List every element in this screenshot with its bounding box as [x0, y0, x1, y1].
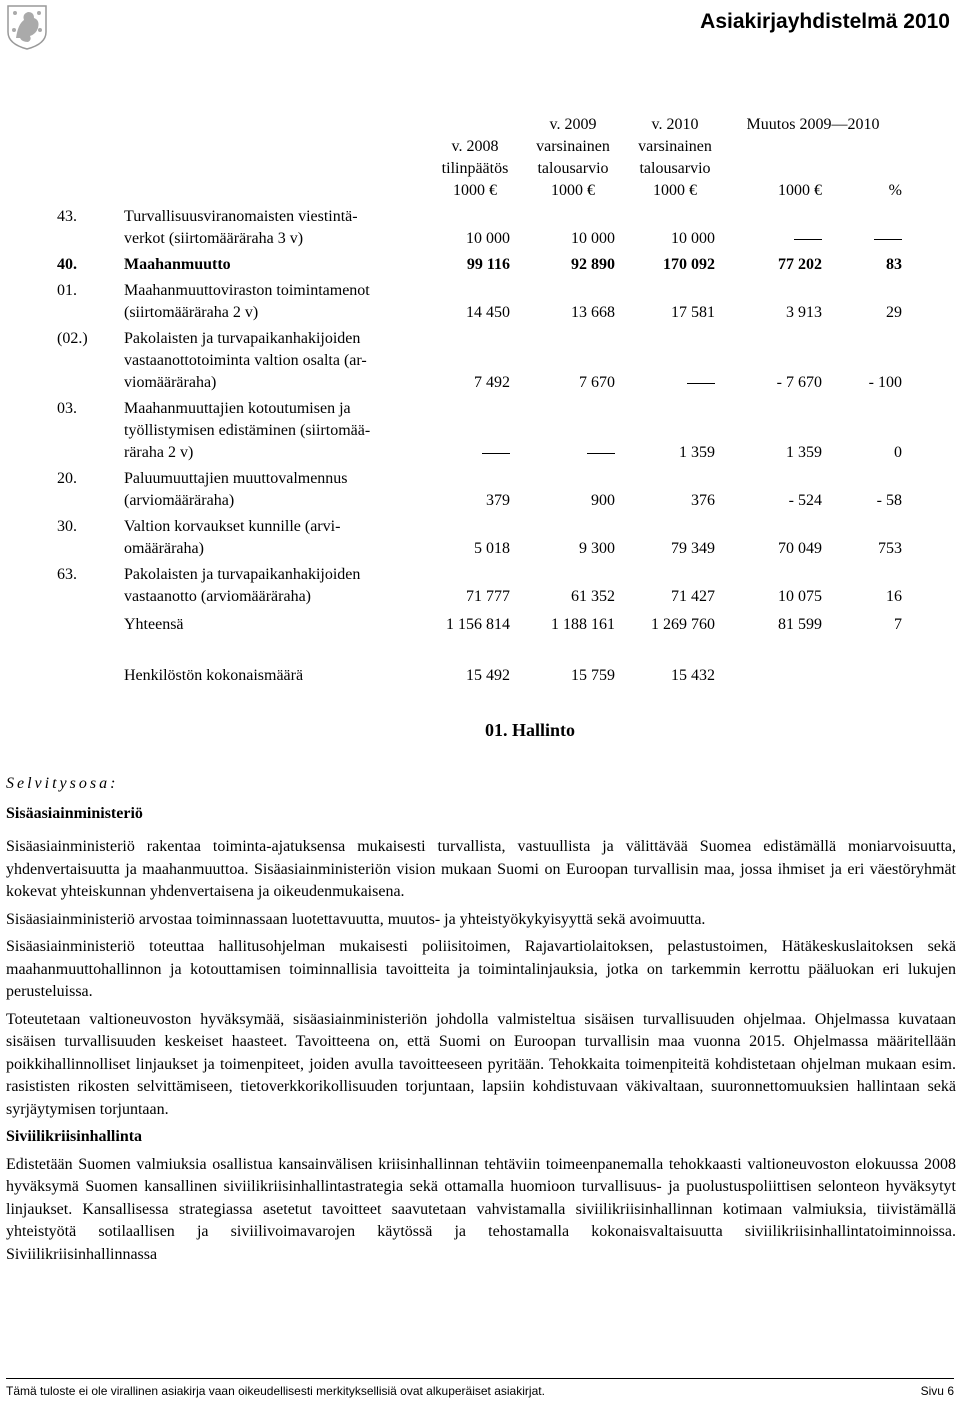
row-label: Pakolaisten ja turvapaikanhakijoiden vastaanotto (arviomääräraha) — [124, 566, 361, 605]
cell: - 524 — [788, 492, 822, 509]
cell: 7 492 — [474, 374, 510, 391]
cell: 376 — [691, 492, 715, 509]
cell: 29 — [886, 304, 902, 321]
cell: 15 432 — [671, 667, 715, 684]
staff-label: Henkilöstön kokonaismäärä — [124, 667, 304, 684]
cell: 1 269 760 — [651, 616, 715, 633]
header-col-2009: v. 2009 varsinainen talousarvio 1000 € — [536, 116, 610, 199]
footer-disclaimer: Tämä tuloste ei ole virallinen asiakirja vaan oikeudellisesti merkityksellisiä ovat alkuperäiset asiakirjat. — [6, 1384, 545, 1398]
cell: 77 202 — [778, 256, 822, 273]
header-change-eur: 1000 € — [778, 182, 822, 199]
dash-cell — [802, 228, 902, 250]
cell: 1 359 — [786, 444, 822, 461]
row-label: Maahanmuuttajien kotoutumisen ja työllistymisen edistäminen (siirtomää- räraha 2 v) — [124, 400, 371, 461]
paragraph: Edistetään Suomen valmiuksia osallistua kansainvälisen kriisinhallinnan tehtäviin toimeenpanemalla tehokkaasti valtioneuvoston elokuussa 2008 hyväksymä Suomen kansallinen siviilikriisinhallintastrategia sekä ottamalla huomioon turvallisuus- ja puolustuspoliittisen selonteon hyväksytyt linjaukset. Kansallisessa strategiassa asetetut tavoitteet saavutetaan vahvistamalla siviilikriisinhallinnan kotimaan valmiuksia, tiivistämällä yhteistyötä sotilaallisen ja siviilivoimavarojen käytössä ja tehostamalla kokonaisvaltaisuutta siviilikriisinhallintatoiminnoissa. Siviilikriisinhallinnassa — [6, 1155, 956, 1263]
cell: 79 349 — [671, 540, 715, 557]
selvitysosa-heading: Selvitysosa: — [6, 775, 119, 792]
cell: 15 759 — [571, 667, 615, 684]
cell: 170 092 — [663, 256, 715, 273]
cell: 1 188 161 — [551, 616, 615, 633]
row-label: Maahanmuuttoviraston toimintamenot (siirtomääräraha 2 v) — [124, 282, 370, 321]
cell: 10 000 — [466, 230, 510, 247]
row-label: Pakolaisten ja turvapaikanhakijoiden vastaanottotoiminta valtion osalta (ar- viomääräraha) — [124, 330, 367, 391]
cell: 71 777 — [466, 588, 510, 605]
dash-cell — [615, 372, 715, 394]
cell: 1 359 — [679, 444, 715, 461]
paragraph: Sisäasiainministeriö toteuttaa hallitusohjelman mukaisesti poliisitoimen, Rajavartiolaitoksen, pelastustoimen, Hätäkeskuslaitoksen sekä maahanmuuttohallinnon ja kotouttamisen toiminnallisia tavoitteita ja toimintalinjauksia, jotka on tarkemmin kerrottu pääluokan eri lukujen perusteluissa. — [6, 938, 956, 1000]
section-title: 01. Hallinto — [484, 720, 575, 740]
paragraph: Sisäasiainministeriö arvostaa toiminnassaan luotettavuutta, muutos- ja yhteistyökykyisyyttä sekä avoimuutta. — [6, 910, 706, 928]
row-code: 30. — [57, 518, 77, 535]
ministry-heading: Sisäasiainministeriö — [6, 805, 143, 822]
subheading: Siviilikriisinhallinta — [6, 1128, 143, 1145]
header-col-2008: v. 2008 tilinpäätös 1000 € — [441, 138, 509, 199]
cell: 0 — [894, 444, 902, 461]
cell: 16 — [886, 588, 902, 605]
row-code: 20. — [57, 470, 77, 487]
cell: 13 668 — [571, 304, 615, 321]
row-code: 01. — [57, 282, 77, 299]
row-label: Turvallisuusviranomaisten viestintä- verkot (siirtomääräraha 3 v) — [124, 208, 358, 247]
cell: 15 492 — [466, 667, 510, 684]
paragraph: Sisäasiainministeriö rakentaa toiminta-ajatuksensa mukaisesti turvallista, vastuullista ja välittävää Suomea edistämällä moniarvoisuutta, yhdenvertaisuutta ja maahanmuuttoa. Sisäasiainministeriön vision mukaan Suomi on Euroopan turvallisin maa, jossa ihmiset ja eri väestöryhmät kokevat yhteiskunnan yhdenvertaisena ja oikeudenmukaisena. — [6, 838, 956, 900]
document-title: Asiakirjayhdistelmä 2010 — [700, 10, 950, 33]
cell: 81 599 — [778, 616, 822, 633]
header-col-2010: v. 2010 varsinainen talousarvio 1000 € — [638, 116, 712, 199]
cell: - 58 — [876, 492, 902, 509]
cell: 9 300 — [579, 540, 615, 557]
cell: 10 075 — [778, 588, 822, 605]
row-code: 03. — [57, 400, 77, 417]
cell: - 7 670 — [776, 374, 822, 391]
cell: 17 581 — [671, 304, 715, 321]
paragraph: Toteutetaan valtioneuvoston hyväksymää, sisäasiainministeriön johdolla valmisteltua sisäisen turvallisuuden ohjelmaa. Ohjelmassa kuvataan sisäisen turvallisuuden keskeiset haasteet. Tavoitteena on, että Suomi on Euroopan turvallisin maa vuonna 2015. Ohjelmassa määritellään poikkihallinnolliset linjaukset ja toimenpiteet, joiden avulla tavoitteeseen pyritään. Tehokkaita toimenpiteitä kohdistetaan ohjelman mukaan esim. rasististen rikosten selvittämiseen, tietoverkkorikollisuuden torjuntaan, lapsiin kohdistuvaan väkivaltaan, suuronnettomuuksien hallintaan sekä syrjäytymisen torjuntaan. — [6, 1010, 956, 1118]
coat-of-arms-logo — [6, 4, 48, 50]
cell: 7 670 — [579, 374, 615, 391]
header-change: Muutos 2009—2010 — [746, 116, 880, 133]
cell: 5 018 — [474, 540, 510, 557]
section-body — [6, 836, 956, 1271]
cell: 379 — [486, 492, 510, 509]
row-label: Paluumuuttajien muuttovalmennus (arviomääräraha) — [124, 470, 348, 509]
row-label: Maahanmuutto — [124, 256, 231, 273]
footer-divider — [6, 1378, 954, 1379]
cell: 1 156 814 — [446, 616, 510, 633]
cell: 83 — [886, 256, 902, 273]
cell: 10 000 — [571, 230, 615, 247]
cell: 99 116 — [466, 256, 510, 273]
page-number: Sivu 6 — [920, 1384, 954, 1398]
dash-cell — [515, 442, 615, 464]
row-label: Valtion korvaukset kunnille (arvi- omääräraha) — [124, 518, 341, 557]
cell: 753 — [878, 540, 902, 557]
row-code: 43. — [57, 208, 77, 225]
cell: 7 — [894, 616, 902, 633]
cell: 10 000 — [671, 230, 715, 247]
cell: - 100 — [868, 374, 902, 391]
row-code: 40. — [57, 256, 77, 273]
cell: 71 427 — [671, 588, 715, 605]
cell: 61 352 — [571, 588, 615, 605]
row-code: 63. — [57, 566, 77, 583]
cell: 900 — [591, 492, 615, 509]
dash-cell — [410, 442, 510, 464]
total-label: Yhteensä — [124, 616, 184, 633]
row-code: (02.) — [57, 330, 88, 347]
cell: 3 913 — [786, 304, 822, 321]
cell: 14 450 — [466, 304, 510, 321]
header-change-pct: % — [888, 182, 902, 199]
cell: 92 890 — [571, 256, 615, 273]
cell: 70 049 — [778, 540, 822, 557]
